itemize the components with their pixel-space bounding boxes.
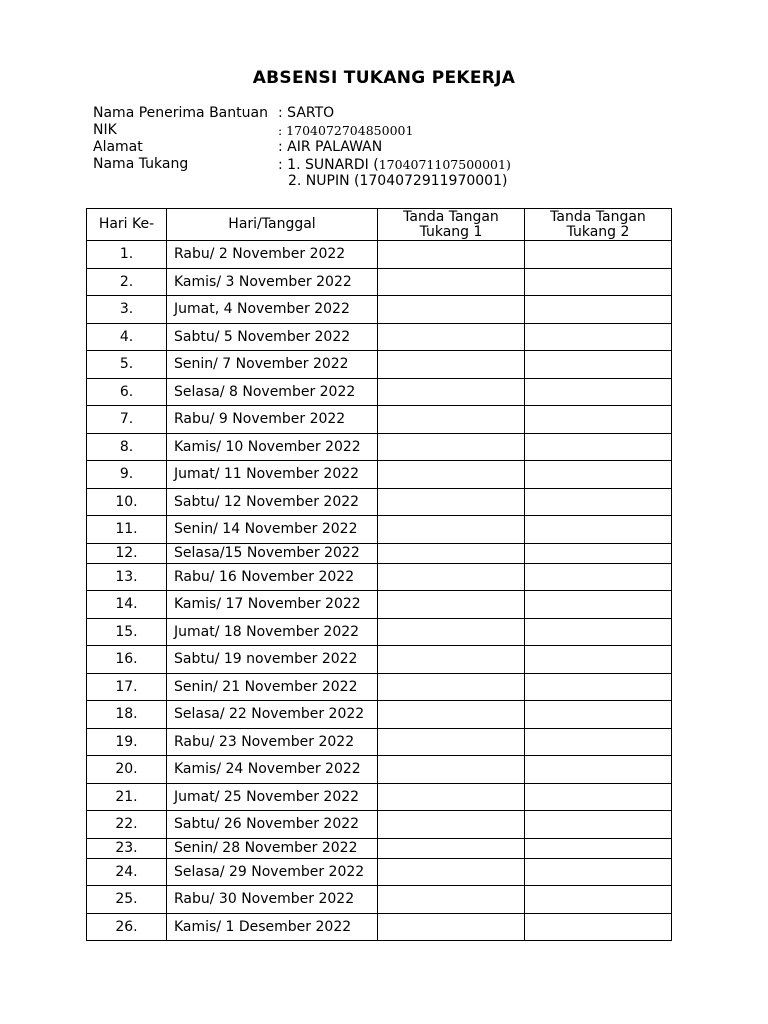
- table-body: [87, 241, 672, 941]
- table-row: [87, 913, 672, 941]
- info-row-tukang2: [93, 173, 511, 190]
- signature-cell-1[interactable]: [378, 838, 525, 858]
- signature-cell-2[interactable]: [525, 728, 672, 756]
- day-date: Rabu/ 9 November 2022: [167, 406, 378, 434]
- day-number: 25.: [87, 886, 167, 914]
- page-title: ABSENSI TUKANG PEKERJA: [252, 68, 516, 88]
- day-number: 8.: [87, 433, 167, 461]
- signature-cell-1[interactable]: [378, 591, 525, 619]
- signature-cell-2[interactable]: [525, 241, 672, 269]
- day-date: Rabu/ 23 November 2022: [167, 728, 378, 756]
- day-date: Rabu/ 2 November 2022: [167, 241, 378, 269]
- signature-cell-1[interactable]: [378, 268, 525, 296]
- day-number: 6.: [87, 378, 167, 406]
- table-row: [87, 756, 672, 784]
- day-number: 15.: [87, 618, 167, 646]
- table-row: [87, 563, 672, 591]
- header-ttd2-line2: Tukang 2: [566, 223, 630, 240]
- table-row: [87, 673, 672, 701]
- recipient-info: [93, 105, 511, 190]
- day-date: Jumat, 4 November 2022: [167, 296, 378, 324]
- signature-cell-1[interactable]: [378, 241, 525, 269]
- table-row: [87, 783, 672, 811]
- day-number: 17.: [87, 673, 167, 701]
- day-date: Jumat/ 25 November 2022: [167, 783, 378, 811]
- day-number: 10.: [87, 488, 167, 516]
- table-row: [87, 618, 672, 646]
- day-number: 23.: [87, 838, 167, 858]
- header-ttd1-line1: Tanda Tangan: [403, 208, 499, 225]
- day-date: Kamis/ 1 Desember 2022: [167, 913, 378, 941]
- signature-cell-1[interactable]: [378, 543, 525, 563]
- table-row: [87, 543, 672, 563]
- day-date: Senin/ 28 November 2022: [167, 838, 378, 858]
- day-number: 5.: [87, 351, 167, 379]
- signature-cell-1[interactable]: [378, 783, 525, 811]
- signature-cell-2[interactable]: [525, 461, 672, 489]
- signature-cell-1[interactable]: [378, 378, 525, 406]
- day-date: Sabtu/ 5 November 2022: [167, 323, 378, 351]
- day-date: Selasa/ 8 November 2022: [167, 378, 378, 406]
- day-number: 18.: [87, 701, 167, 729]
- table-row: [87, 838, 672, 858]
- signature-cell-1[interactable]: [378, 406, 525, 434]
- day-number: 26.: [87, 913, 167, 941]
- header-ttd-tukang-1: [378, 209, 525, 241]
- day-number: 4.: [87, 323, 167, 351]
- alamat-value: : AIR PALAWAN: [278, 139, 383, 155]
- table-row: [87, 886, 672, 914]
- table-row: [87, 811, 672, 839]
- day-date: Sabtu/ 26 November 2022: [167, 811, 378, 839]
- signature-cell-1[interactable]: [378, 756, 525, 784]
- day-number: 2.: [87, 268, 167, 296]
- signature-cell-1[interactable]: [378, 646, 525, 674]
- day-number: 3.: [87, 296, 167, 324]
- day-number: 24.: [87, 858, 167, 886]
- table-row: [87, 241, 672, 269]
- signature-cell-2[interactable]: [525, 563, 672, 591]
- day-date: Sabtu/ 12 November 2022: [167, 488, 378, 516]
- day-number: 13.: [87, 563, 167, 591]
- signature-cell-1[interactable]: [378, 461, 525, 489]
- signature-cell-2[interactable]: [525, 673, 672, 701]
- table-row: [87, 296, 672, 324]
- tukang1-name: : 1. SUNARDI (: [278, 157, 379, 173]
- signature-cell-2[interactable]: [525, 351, 672, 379]
- day-number: 20.: [87, 756, 167, 784]
- day-date: Selasa/ 22 November 2022: [167, 701, 378, 729]
- signature-cell-1[interactable]: [378, 351, 525, 379]
- day-date: Kamis/ 24 November 2022: [167, 756, 378, 784]
- table-row: [87, 433, 672, 461]
- day-number: 9.: [87, 461, 167, 489]
- table-row: [87, 268, 672, 296]
- table-row: [87, 351, 672, 379]
- info-row-nik: [93, 122, 511, 139]
- signature-cell-2[interactable]: [525, 701, 672, 729]
- signature-cell-2[interactable]: [525, 756, 672, 784]
- signature-cell-1[interactable]: [378, 296, 525, 324]
- info-row-tukang: [93, 156, 511, 173]
- header-ttd-tukang-2: [525, 209, 672, 241]
- signature-cell-1[interactable]: [378, 618, 525, 646]
- day-number: 22.: [87, 811, 167, 839]
- table-row: [87, 646, 672, 674]
- day-number: 19.: [87, 728, 167, 756]
- day-number: 11.: [87, 516, 167, 544]
- signature-cell-2[interactable]: [525, 378, 672, 406]
- signature-cell-1[interactable]: [378, 488, 525, 516]
- signature-cell-2[interactable]: [525, 433, 672, 461]
- table-row: [87, 701, 672, 729]
- day-number: 21.: [87, 783, 167, 811]
- alamat-label: Alamat: [93, 139, 143, 155]
- day-date: Senin/ 21 November 2022: [167, 673, 378, 701]
- tukang1-value: [278, 156, 511, 173]
- day-date: Jumat/ 11 November 2022: [167, 461, 378, 489]
- penerima-value: : SARTO: [278, 105, 335, 121]
- table-row: [87, 378, 672, 406]
- tukang-label: Nama Tukang: [93, 156, 189, 172]
- attendance-table: [86, 208, 672, 941]
- signature-cell-1[interactable]: [378, 563, 525, 591]
- signature-cell-2[interactable]: [525, 591, 672, 619]
- signature-cell-2[interactable]: [525, 858, 672, 886]
- day-date: Senin/ 14 November 2022: [167, 516, 378, 544]
- signature-cell-1[interactable]: [378, 701, 525, 729]
- signature-cell-1[interactable]: [378, 811, 525, 839]
- signature-cell-2[interactable]: [525, 646, 672, 674]
- tukang2-value: 2. NUPIN (1704072911970001): [288, 173, 508, 189]
- day-number: 14.: [87, 591, 167, 619]
- day-number: 16.: [87, 646, 167, 674]
- tukang2-spacer: [93, 173, 278, 190]
- header-hari-ke: Hari Ke-: [87, 209, 167, 241]
- header-ttd2-line1: Tanda Tangan: [550, 208, 646, 225]
- tukang1-nik: 1704071107500001): [378, 157, 511, 172]
- signature-cell-2[interactable]: [525, 323, 672, 351]
- signature-cell-1[interactable]: [378, 516, 525, 544]
- day-date: Senin/ 7 November 2022: [167, 351, 378, 379]
- table-row: [87, 323, 672, 351]
- signature-cell-1[interactable]: [378, 913, 525, 941]
- day-number: 1.: [87, 241, 167, 269]
- signature-cell-1[interactable]: [378, 858, 525, 886]
- day-date: Sabtu/ 19 november 2022: [167, 646, 378, 674]
- day-date: Rabu/ 16 November 2022: [167, 563, 378, 591]
- table-row: [87, 591, 672, 619]
- signature-cell-1[interactable]: [378, 886, 525, 914]
- table-row: [87, 488, 672, 516]
- signature-cell-2[interactable]: [525, 543, 672, 563]
- day-date: Kamis/ 10 November 2022: [167, 433, 378, 461]
- signature-cell-1[interactable]: [378, 323, 525, 351]
- signature-cell-1[interactable]: [378, 673, 525, 701]
- signature-cell-2[interactable]: [525, 268, 672, 296]
- signature-cell-2[interactable]: [525, 886, 672, 914]
- signature-cell-2[interactable]: [525, 296, 672, 324]
- day-date: Kamis/ 17 November 2022: [167, 591, 378, 619]
- day-date: Selasa/ 29 November 2022: [167, 858, 378, 886]
- signature-cell-2[interactable]: [525, 488, 672, 516]
- table-row: [87, 406, 672, 434]
- header-ttd1-line2: Tukang 1: [419, 223, 483, 240]
- day-date: Selasa/15 November 2022: [167, 543, 378, 563]
- signature-cell-2[interactable]: [525, 618, 672, 646]
- signature-cell-2[interactable]: [525, 838, 672, 858]
- table-header-row: [87, 209, 672, 241]
- day-number: 7.: [87, 406, 167, 434]
- signature-cell-2[interactable]: [525, 811, 672, 839]
- signature-cell-2[interactable]: [525, 913, 672, 941]
- signature-cell-1[interactable]: [378, 728, 525, 756]
- table-row: [87, 728, 672, 756]
- table-row: [87, 858, 672, 886]
- info-row-alamat: [93, 139, 511, 156]
- day-number: 12.: [87, 543, 167, 563]
- signature-cell-1[interactable]: [378, 433, 525, 461]
- signature-cell-2[interactable]: [525, 516, 672, 544]
- day-date: Rabu/ 30 November 2022: [167, 886, 378, 914]
- day-date: Kamis/ 3 November 2022: [167, 268, 378, 296]
- table-row: [87, 461, 672, 489]
- signature-cell-2[interactable]: [525, 406, 672, 434]
- nik-value: : 1704072704850001: [278, 123, 414, 138]
- info-row-penerima: [93, 105, 511, 122]
- header-hari-tanggal: Hari/Tanggal: [167, 209, 378, 241]
- table-row: [87, 516, 672, 544]
- nik-label: NIK: [93, 122, 117, 138]
- signature-cell-2[interactable]: [525, 783, 672, 811]
- day-date: Jumat/ 18 November 2022: [167, 618, 378, 646]
- penerima-label: Nama Penerima Bantuan: [93, 105, 268, 121]
